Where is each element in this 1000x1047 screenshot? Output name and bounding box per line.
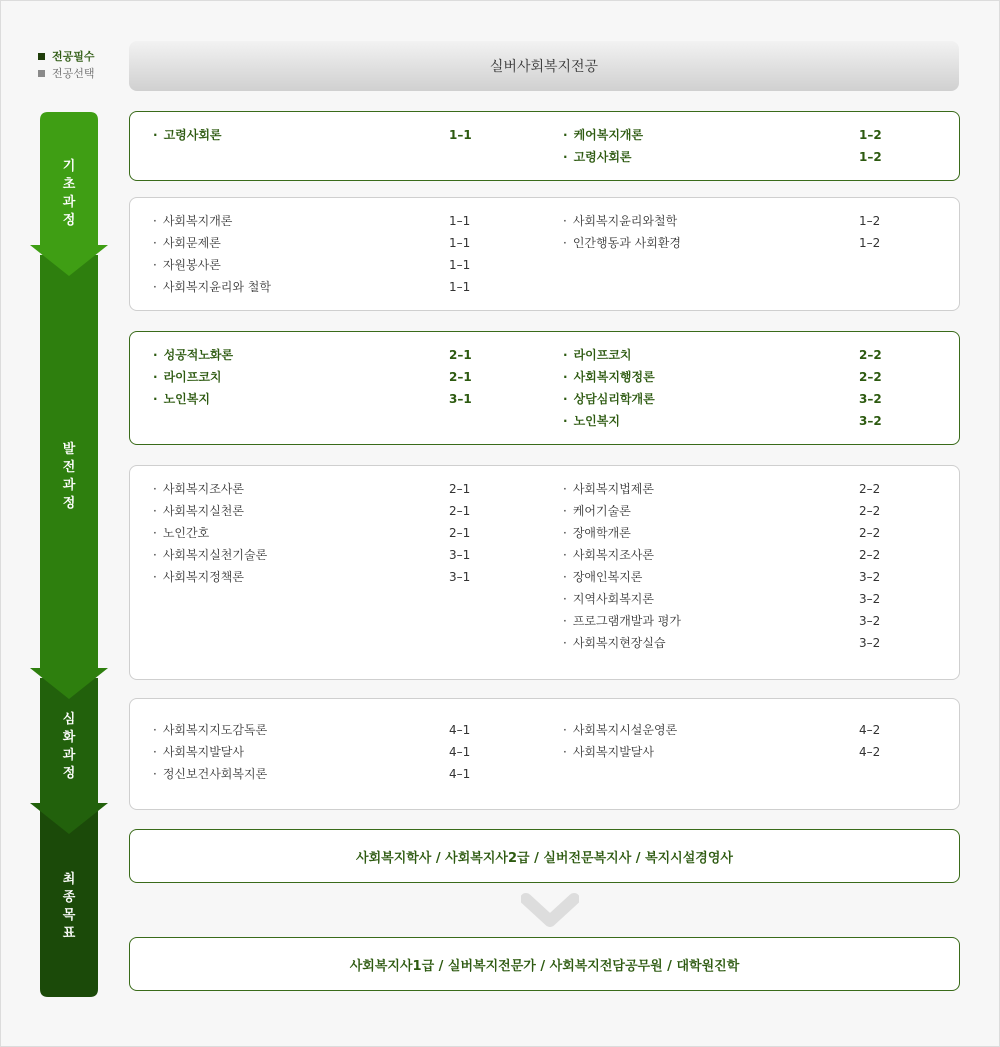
stage-label-final <box>40 871 98 943</box>
course-item <box>557 146 919 168</box>
course-year-semester: 2–1 <box>449 348 472 362</box>
course-year-semester: 4–1 <box>449 723 471 737</box>
goal-career-paths: 사회복지사1급 / 실버복지전문가 / 사회복지전담공무원 / 대학원진학 <box>129 937 960 991</box>
stage-char: 발 <box>62 442 76 457</box>
course-year-semester: 2–1 <box>449 482 471 496</box>
course-name: · 사회복지윤리와철학 <box>557 210 859 232</box>
course-year-semester: 3–2 <box>859 570 881 584</box>
course-name: · 노인복지 <box>557 410 859 432</box>
course-name: · 사회복지현장실습 <box>557 632 859 654</box>
course-item <box>147 719 509 741</box>
stage-label-development <box>40 441 98 513</box>
course-column-first-semester <box>147 210 509 298</box>
course-box-development-elective <box>129 465 960 680</box>
course-item <box>557 344 919 366</box>
course-item <box>147 344 509 366</box>
legend-elective: 전공선택 <box>38 65 95 82</box>
course-box-basic-required <box>129 111 960 181</box>
course-item <box>557 124 919 146</box>
course-item <box>147 500 509 522</box>
course-column-first-semester <box>147 478 509 588</box>
course-name: · 노인복지 <box>147 388 449 410</box>
course-item <box>557 741 919 763</box>
course-item <box>557 610 919 632</box>
course-item <box>557 522 919 544</box>
course-name: · 사회복지정책론 <box>147 566 449 588</box>
course-name: · 케어복지개론 <box>557 124 859 146</box>
course-item <box>147 124 509 146</box>
course-item <box>147 763 509 785</box>
course-year-semester: 1–1 <box>449 280 471 294</box>
stage-char: 초 <box>62 177 76 192</box>
stage-char: 전 <box>62 460 76 475</box>
course-year-semester: 2–2 <box>859 482 881 496</box>
course-year-semester: 1–2 <box>859 214 881 228</box>
course-column-second-semester <box>557 124 919 168</box>
stage-char: 표 <box>62 926 76 941</box>
course-name: · 인간행동과 사회환경 <box>557 232 859 254</box>
course-column-first-semester <box>147 344 509 410</box>
course-name: · 사회복지법제론 <box>557 478 859 500</box>
course-item <box>147 276 509 298</box>
course-name: · 사회복지발달사 <box>147 741 449 763</box>
stage-label-advanced <box>40 711 98 783</box>
course-year-semester: 2–2 <box>859 370 882 384</box>
course-year-semester: 3–1 <box>449 392 472 406</box>
course-year-semester: 4–2 <box>859 723 881 737</box>
stage-char: 최 <box>62 872 76 887</box>
course-year-semester: 1–2 <box>859 128 882 142</box>
course-year-semester: 3–1 <box>449 570 471 584</box>
stage-label-basic <box>40 158 98 230</box>
goal-degrees-certificates: 사회복지학사 / 사회복지사2급 / 실버전문복지사 / 복지시설경영사 <box>129 829 960 883</box>
course-year-semester: 3–1 <box>449 548 471 562</box>
course-year-semester: 3–2 <box>859 614 881 628</box>
course-year-semester: 4–2 <box>859 745 881 759</box>
course-item <box>557 500 919 522</box>
course-item <box>557 566 919 588</box>
course-item <box>557 388 919 410</box>
course-name: · 성공적노화론 <box>147 344 449 366</box>
stage-char: 과 <box>62 478 76 493</box>
course-name: · 사회복지조사론 <box>557 544 859 566</box>
course-item <box>557 410 919 432</box>
stage-char: 과 <box>62 748 76 763</box>
course-name: · 프로그램개발과 평가 <box>557 610 859 632</box>
course-year-semester: 2–2 <box>859 504 881 518</box>
course-year-semester: 1–1 <box>449 236 471 250</box>
course-name: · 장애인복지론 <box>557 566 859 588</box>
course-year-semester: 1–1 <box>449 214 471 228</box>
course-year-semester: 3–2 <box>859 636 881 650</box>
course-year-semester: 2–1 <box>449 504 471 518</box>
course-year-semester: 2–2 <box>859 348 882 362</box>
course-name: · 사회복지행정론 <box>557 366 859 388</box>
course-column-second-semester <box>557 210 919 254</box>
course-item <box>147 388 509 410</box>
course-name: · 지역사회복지론 <box>557 588 859 610</box>
course-item <box>147 544 509 566</box>
course-item <box>147 566 509 588</box>
course-name: · 고령사회론 <box>147 124 449 146</box>
course-item <box>147 478 509 500</box>
course-year-semester: 2–1 <box>449 526 471 540</box>
legend-required: 전공필수 <box>38 48 95 65</box>
course-item <box>557 210 919 232</box>
course-item <box>147 232 509 254</box>
course-year-semester: 3–2 <box>859 392 882 406</box>
course-name: · 사회복지조사론 <box>147 478 449 500</box>
course-name: · 상담심리학개론 <box>557 388 859 410</box>
major-title: 실버사회복지전공 <box>129 41 959 91</box>
course-name: · 사회복지실천기술론 <box>147 544 449 566</box>
course-item <box>147 254 509 276</box>
course-name: · 사회복지윤리와 철학 <box>147 276 449 298</box>
course-name: · 고령사회론 <box>557 146 859 168</box>
course-name: · 사회복지개론 <box>147 210 449 232</box>
stage-char: 종 <box>62 890 76 905</box>
course-name: · 사회복지시설운영론 <box>557 719 859 741</box>
course-year-semester: 1–2 <box>859 150 882 164</box>
course-item <box>557 588 919 610</box>
course-item <box>557 366 919 388</box>
course-item <box>557 544 919 566</box>
course-year-semester: 2–2 <box>859 548 881 562</box>
course-year-semester: 1–1 <box>449 258 471 272</box>
stage-char: 기 <box>62 159 76 174</box>
course-name: · 정신보건사회복지론 <box>147 763 449 785</box>
course-name: · 사회복지지도감독론 <box>147 719 449 741</box>
stage-char: 심 <box>62 712 76 727</box>
course-item <box>557 232 919 254</box>
course-column-first-semester <box>147 124 509 146</box>
course-year-semester: 1–2 <box>859 236 881 250</box>
course-year-semester: 4–1 <box>449 745 471 759</box>
course-column-first-semester <box>147 719 509 785</box>
course-name: · 케어기술론 <box>557 500 859 522</box>
course-year-semester: 2–1 <box>449 370 472 384</box>
course-name: · 사회복지발달사 <box>557 741 859 763</box>
course-item <box>147 366 509 388</box>
course-name: · 장애학개론 <box>557 522 859 544</box>
course-box-development-required <box>129 331 960 445</box>
course-name: · 라이프코치 <box>557 344 859 366</box>
course-name: · 노인간호 <box>147 522 449 544</box>
course-year-semester: 3–2 <box>859 592 881 606</box>
stage-char: 화 <box>62 730 76 745</box>
course-year-semester: 2–2 <box>859 526 881 540</box>
course-name: · 라이프코치 <box>147 366 449 388</box>
course-box-advanced-elective <box>129 698 960 810</box>
course-box-basic-elective <box>129 197 960 311</box>
stage-char: 정 <box>62 213 76 228</box>
course-item <box>557 478 919 500</box>
course-year-semester: 4–1 <box>449 767 471 781</box>
course-item <box>557 719 919 741</box>
stage-char: 과 <box>62 195 76 210</box>
course-item <box>147 522 509 544</box>
stage-char: 목 <box>62 908 76 923</box>
course-column-second-semester <box>557 719 919 763</box>
course-year-semester: 1–1 <box>449 128 472 142</box>
course-item <box>147 210 509 232</box>
course-year-semester: 3–2 <box>859 414 882 428</box>
stage-char: 정 <box>62 766 76 781</box>
course-name: · 사회문제론 <box>147 232 449 254</box>
stage-char: 정 <box>62 496 76 511</box>
course-item <box>557 632 919 654</box>
course-item <box>147 741 509 763</box>
course-column-second-semester <box>557 344 919 432</box>
course-column-second-semester <box>557 478 919 654</box>
chevron-down-icon <box>521 891 579 929</box>
course-name: · 자원봉사론 <box>147 254 449 276</box>
course-name: · 사회복지실천론 <box>147 500 449 522</box>
